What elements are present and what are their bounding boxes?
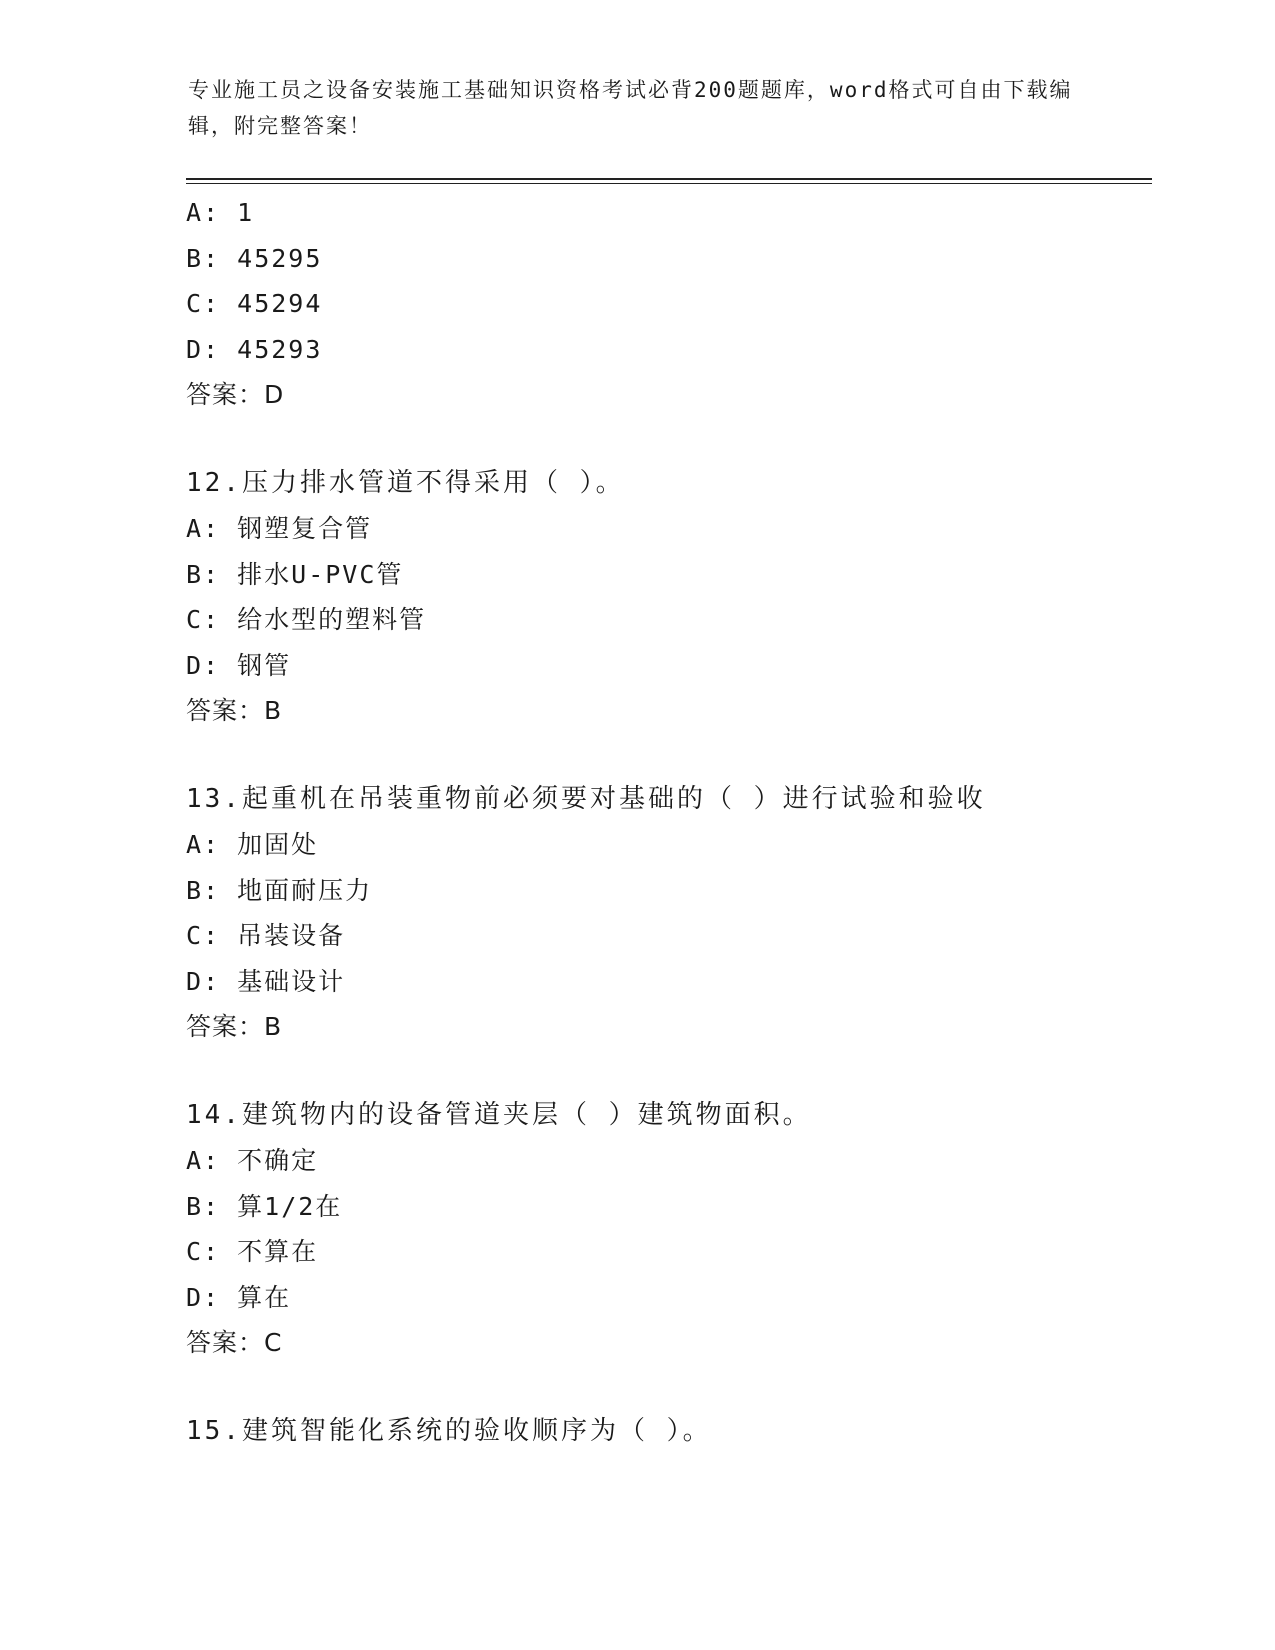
- spacer: [186, 1050, 1152, 1093]
- header-divider: [186, 178, 1152, 180]
- option-d: D: 钢管: [186, 650, 292, 680]
- spacer: [186, 734, 1152, 777]
- answer-line: 答案：B: [186, 1012, 283, 1041]
- question-text: 13.起重机在吊装重物前必须要对基础的（ ）进行试验和验收: [186, 783, 986, 814]
- question-12-block: [186, 461, 1152, 734]
- spacer: [186, 1366, 1152, 1409]
- question-list: [186, 190, 1152, 1454]
- option-b: B: 45295: [186, 243, 323, 273]
- answer-line: 答案：B: [186, 696, 283, 725]
- question-14-block: [186, 1093, 1152, 1366]
- answer-line: 答案：D: [186, 380, 285, 409]
- option-c: C: 不算在: [186, 1237, 319, 1266]
- document-header-title: 专业施工员之设备安装施工基础知识资格考试必背200题题库，word格式可自由下载编辑，附完整答案！: [188, 78, 1073, 138]
- question-11-block: [186, 190, 1152, 418]
- option-d: D: 算在: [186, 1282, 292, 1312]
- option-d: D: 45293: [186, 334, 323, 364]
- option-a: A: 不确定: [186, 1146, 319, 1175]
- option-c: C: 吊装设备: [186, 921, 346, 950]
- option-a: A: 1: [186, 198, 255, 227]
- answer-line: 答案：C: [186, 1328, 283, 1357]
- spacer: [186, 418, 1152, 461]
- header-divider-thin: [186, 183, 1152, 184]
- option-d: D: 基础设计: [186, 966, 346, 996]
- option-a: A: 钢塑复合管: [186, 514, 373, 543]
- option-a: A: 加固处: [186, 830, 319, 859]
- question-13-block: [186, 777, 1152, 1050]
- option-b: B: 算1/2在: [186, 1191, 343, 1221]
- question-text: 15.建筑智能化系统的验收顺序为（ ）。: [186, 1415, 712, 1446]
- question-text: 14.建筑物内的设备管道夹层（ ）建筑物面积。: [186, 1099, 812, 1130]
- question-text: 12.压力排水管道不得采用（ ）。: [186, 467, 625, 498]
- option-c: C: 给水型的塑料管: [186, 605, 427, 634]
- option-b: B: 地面耐压力: [186, 875, 373, 905]
- option-b: B: 排水U-PVC管: [186, 559, 404, 589]
- option-c: C: 45294: [186, 289, 323, 318]
- question-15-block: [186, 1409, 1152, 1455]
